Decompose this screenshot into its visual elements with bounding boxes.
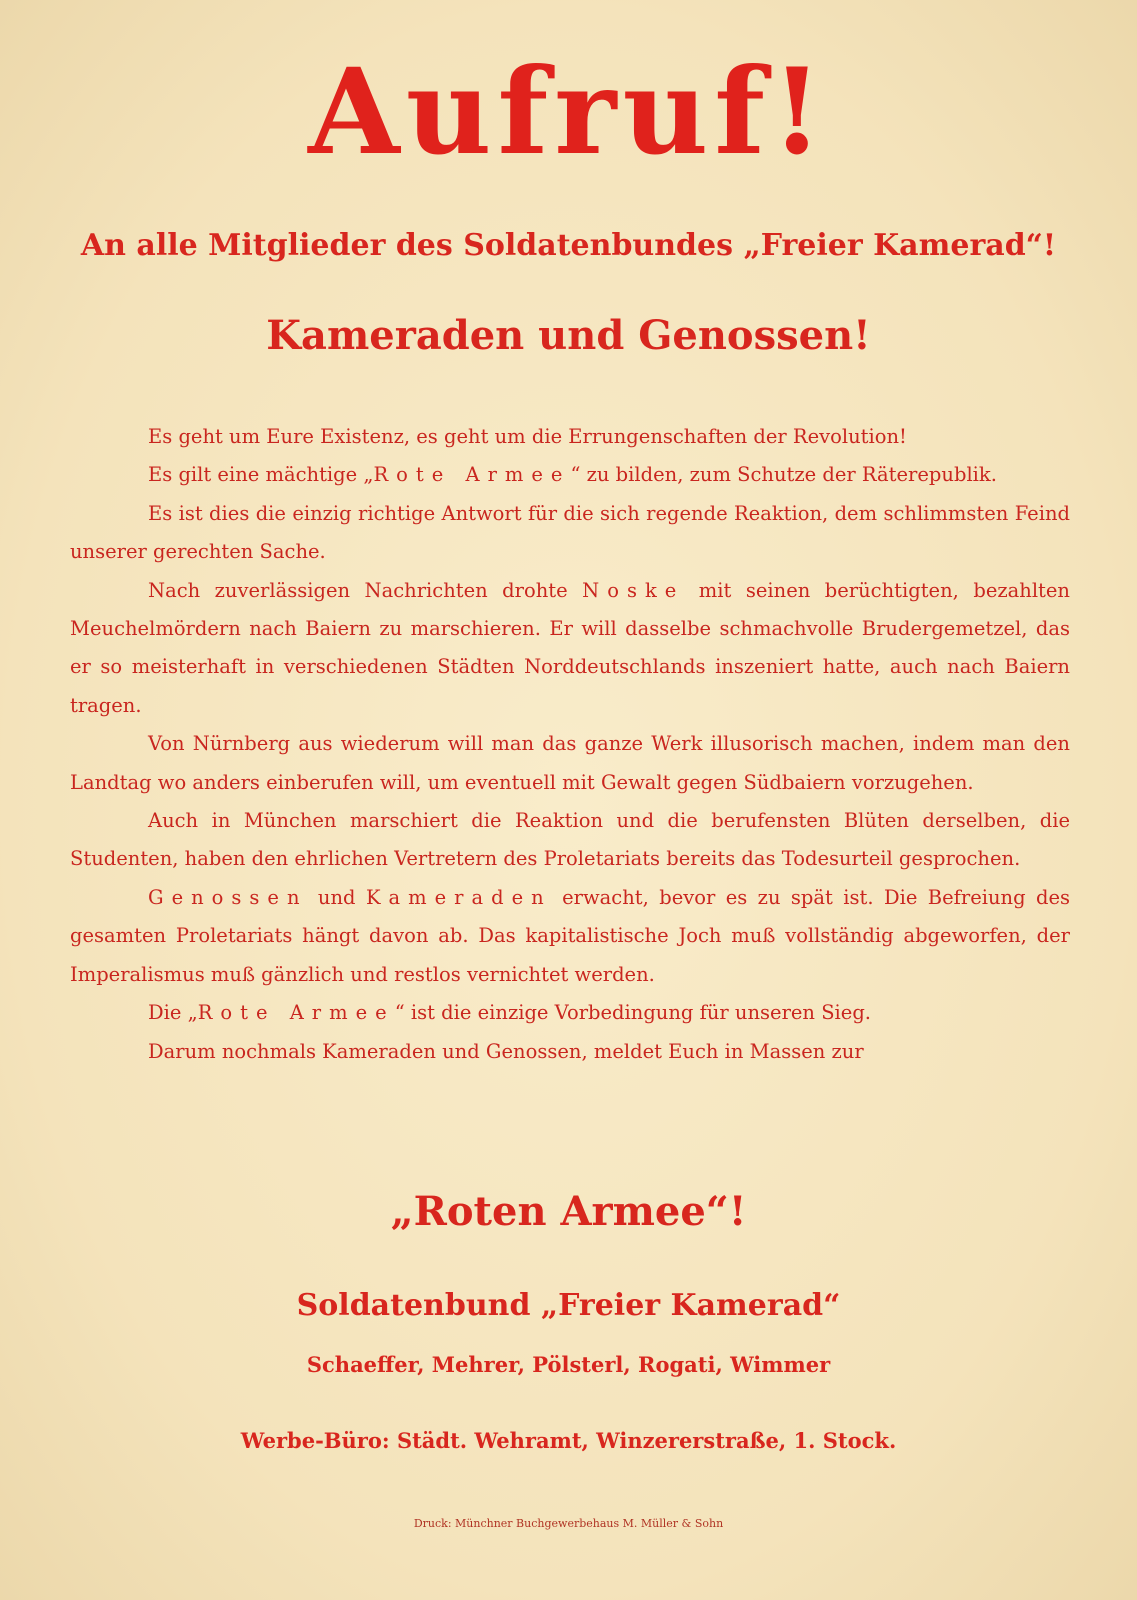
- signatory-names: Schaeffer, Mehrer, Pölsterl, Rogati, Wimmer: [306, 1352, 831, 1377]
- paragraph-6: Auch in München marschiert die Reaktion und die berufensten Blüten derselben, die Studenten, haben den ehrlichen Vertretern des Proletariats bereits das Todesurteil gesprochen.: [70, 809, 1070, 871]
- paragraph-2: Es gilt eine mächtige „Rote Armee“ zu bilden, zum Schutze der Räterepublik.: [148, 463, 997, 487]
- paragraph-7: Genossen und Kameraden erwacht, bevor es zu spät ist. Die Befreiung des gesamten Proletariats hängt davon ab. Das kapitalistische Joch muß vollständig abgeworfen, der Imperalismus muß gänzlich und restlos vernichtet werden.: [70, 885, 1071, 986]
- paragraph-5: Von Nürnberg aus wiederum will man das ganze Werk illusorisch machen, indem man den Landtag wo anders einberufen will, um eventuell mit Gewalt gegen Südbaiern vorzugehen.: [70, 732, 1070, 794]
- emphasis-kameraden: Kameraden: [365, 885, 552, 909]
- organization-name: Soldatenbund „Freier Kamerad“: [296, 1288, 841, 1323]
- salutation: Kameraden und Genossen!: [266, 312, 871, 359]
- poster-title: Aufruf!: [308, 42, 829, 181]
- emphasis-rote-armee: Rote Armee: [373, 463, 571, 487]
- body-text: [70, 418, 1070, 1071]
- emphasis-genossen: Genossen: [148, 885, 308, 909]
- paragraph-3: Es ist dies die einzig richtige Antwort für die sich regende Reaktion, dem schlimmsten Feind unserer gerechten Sache.: [70, 501, 1070, 564]
- paragraph-8: Die „Rote Armee“ ist die einzige Vorbedingung für unseren Sieg.: [148, 1001, 872, 1025]
- recruitment-office: Werbe-Büro: Städt. Wehramt, Winzererstraße, 1. Stock.: [240, 1428, 897, 1453]
- paragraph-1: Es geht um Eure Existenz, es geht um die Errungenschaften der Revolution!: [148, 425, 907, 448]
- emphasis-noske: Noske: [582, 578, 685, 602]
- call-to-arms: „Roten Armee“!: [390, 1188, 747, 1235]
- paragraph-4: Nach zuverlässigen Nachrichten drohte Noske mit seinen berüchtigten, bezahlten Meuchelmördern nach Baiern zu marschieren. Er will dasselbe schmachvolle Brudergemetzel, das er so meisterhaft in verschiedenen Städten Norddeutschlands inszeniert hatte, auch nach Baiern tragen.: [70, 578, 1070, 717]
- poster-subtitle: An alle Mitglieder des Soldatenbundes „Freier Kamerad“!: [80, 228, 1057, 263]
- printer-imprint: Druck: Münchner Buchgewerbehaus M. Müller & Sohn: [413, 1517, 724, 1530]
- emphasis-rote-armee-2: Rote Armee: [197, 1001, 395, 1025]
- paragraph-9: Darum nochmals Kameraden und Genossen, meldet Euch in Massen zur: [148, 1039, 864, 1063]
